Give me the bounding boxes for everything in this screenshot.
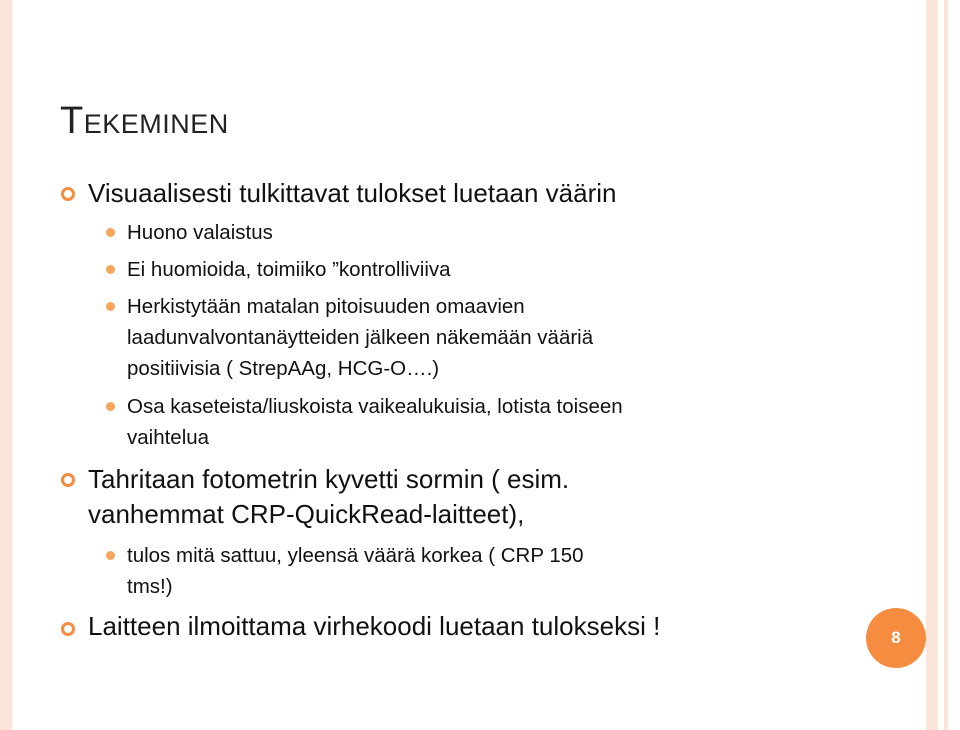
orange-ring-bullet-icon: [60, 615, 88, 643]
sub-bullet-text: tulos mitä sattuu, yleensä väärä korkea ( CRP 150: [127, 544, 584, 567]
slide-title: Tekeminen: [60, 100, 229, 142]
sub-bullet-text: Huono valaistus: [127, 221, 273, 244]
sub-bullet-text: Osa kaseteista/liuskoista vaikealukuisia, lotista toiseen: [127, 395, 623, 418]
sub-bullet-dot-icon: [106, 551, 115, 560]
left-decorative-border: [0, 0, 12, 730]
orange-ring-bullet-icon: [60, 180, 88, 208]
bullet-point-text-continued: vanhemmat CRP-QuickRead-laitteet),: [88, 499, 525, 529]
bullet-point-text: Laitteen ilmoittama virhekoodi luetaan tulokseksi !: [88, 611, 661, 641]
sub-bullet-dot-icon: [106, 302, 115, 311]
sub-bullet-text-continued: positiivisia ( StrepAAg, HCG-O….): [127, 357, 440, 380]
right-decorative-line: [944, 0, 948, 730]
right-decorative-border: [926, 0, 938, 730]
orange-ring-bullet-icon: [60, 466, 88, 494]
sub-bullet-dot-icon: [106, 265, 115, 274]
page-number-badge: 8: [866, 608, 926, 668]
sub-bullet-text: Ei huomioida, toimiiko ”kontrolliviiva: [127, 258, 451, 281]
bullet-point-text: Visuaalisesti tulkittavat tulokset luetaan väärin: [88, 178, 617, 208]
sub-bullet-text-continued: vaihtelua: [127, 426, 210, 449]
sub-bullet-dot-icon: [106, 228, 115, 237]
sub-bullet-text-continued: tms!): [127, 575, 173, 598]
sub-bullet-text: Herkistytään matalan pitoisuuden omaavien: [127, 295, 525, 318]
bullet-point-text: Tahritaan fotometrin kyvetti sormin ( esim.: [88, 464, 570, 494]
sub-bullet-dot-icon: [106, 402, 115, 411]
sub-bullet-text-continued: laadunvalvontanäytteiden jälkeen näkemään vääriä: [127, 326, 594, 349]
